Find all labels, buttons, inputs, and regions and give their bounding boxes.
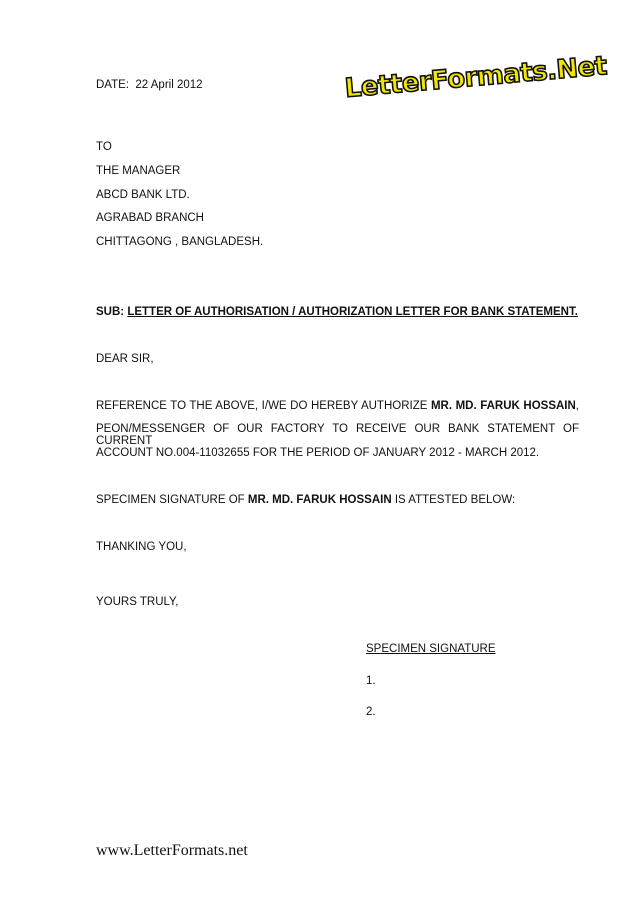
body-text-2a: SPECIMEN SIGNATURE OF (96, 494, 245, 506)
recipient-line-4: CHITTAGONG , BANGLADESH. (96, 236, 264, 248)
closing-thanking: THANKING YOU, (96, 541, 187, 553)
specimen-signature-item-1: 1. (366, 675, 376, 687)
closing-yours-truly: YOURS TRULY, (96, 596, 179, 608)
letterformats-logo (338, 48, 608, 104)
recipient-line-3: AGRABAD BRANCH (96, 212, 204, 224)
date-value: 22 April 2012 (135, 79, 203, 91)
specimen-statement (96, 494, 515, 506)
body-line-3: ACCOUNT NO.004-11032655 FOR THE PERIOD OF JANUARY 2012 - MARCH 2012. (96, 447, 540, 459)
specimen-person-name: MR. MD. FARUK HOSSAIN (247, 494, 392, 506)
logo-text: LetterFormats.Net (343, 51, 608, 104)
footer-url: www.LetterFormats.net (96, 842, 248, 859)
body-text-2b: IS ATTESTED BELOW: (394, 494, 516, 506)
recipient-line-2: ABCD BANK LTD. (96, 189, 190, 201)
date-label: DATE: (96, 79, 130, 91)
recipient-to: TO (96, 141, 112, 153)
subject-label: SUB: (96, 306, 125, 318)
recipient-line-1: THE MANAGER (96, 165, 181, 177)
subject-line (96, 306, 578, 318)
subject-text: LETTER OF AUTHORISATION / AUTHORIZATION LETTER FOR BANK STATEMENT. (127, 306, 578, 318)
body-line-2: PEON/MESSENGER OF OUR FACTORY TO RECEIVE OUR BANK STATEMENT OF CURRENT (96, 423, 579, 447)
specimen-signature-title: SPECIMEN SIGNATURE (366, 643, 496, 655)
body-line-1 (96, 400, 579, 412)
authorized-person-name: MR. MD. FARUK HOSSAIN (430, 400, 576, 412)
body-text-1b: , (575, 400, 579, 412)
body-text-1a: REFERENCE TO THE ABOVE, I/WE DO HEREBY AUTHORIZE (96, 400, 428, 412)
specimen-signature-item-2: 2. (366, 706, 376, 718)
salutation: DEAR SIR, (96, 353, 154, 365)
date-line (96, 79, 203, 91)
